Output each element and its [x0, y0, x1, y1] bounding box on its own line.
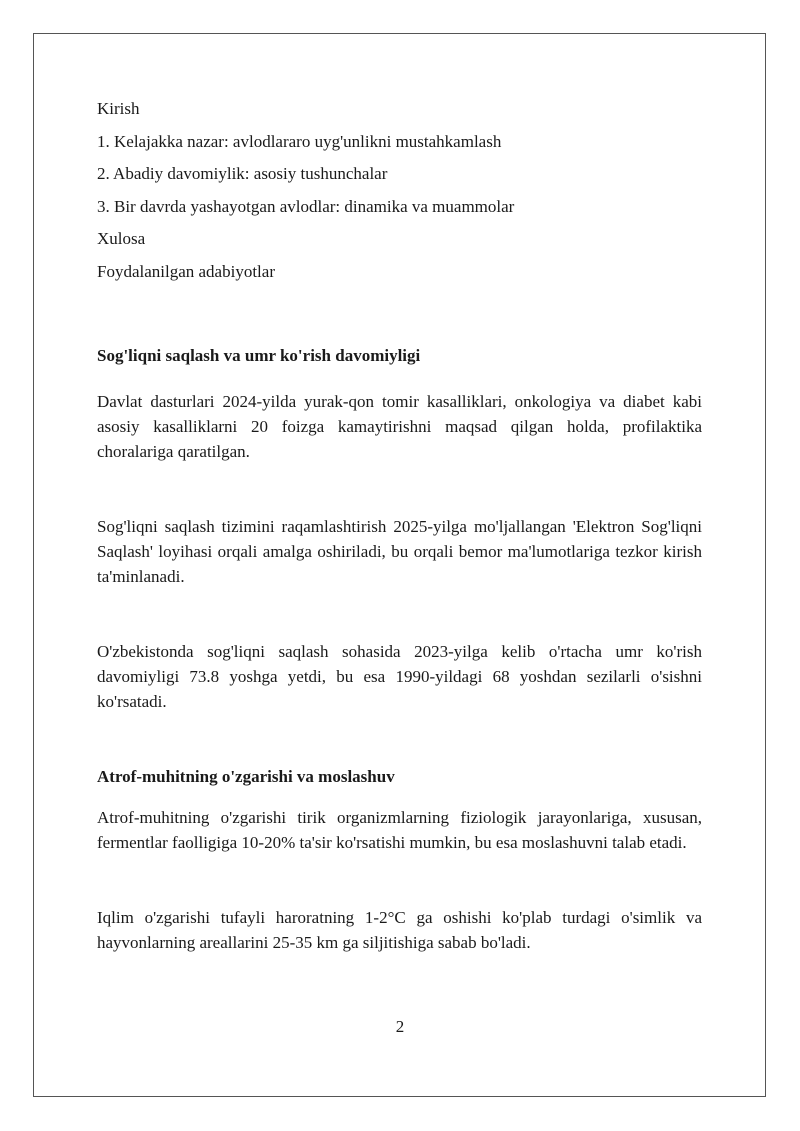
paragraph-environment-1: Atrof-muhitning o'zgarishi tirik organizmlarning fiziologik jarayonlariga, xususan, fermentlar faolligiga 10-20% ta'sir ko'rsatishi mumkin, bu esa moslashuvni talab etadi.	[97, 807, 702, 852]
paragraph-health-2: Sog'liqni saqlash tizimini raqamlashtirish 2025-yilga mo'ljallangan 'Elektron Sog'liqni Saqlash' loyihasi orqali amalga oshiriladi, bu orqali bemor ma'lumotlariga tezkor kirish ta'minlanadi.	[97, 516, 702, 586]
table-of-contents	[97, 96, 702, 284]
paragraph-health-1: Davlat dasturlari 2024-yilda yurak-qon tomir kasalliklari, onkologiya va diabet kabi asosiy kasalliklarni 20 foizga kamaytirishni maqsad qilgan holda, profilaktika choralariga qaratilgan.	[97, 391, 702, 461]
toc-item-conclusion: Xulosa	[97, 229, 146, 248]
section-heading-health: Sog'liqni saqlash va umr ko'rish davomiyligi	[97, 345, 421, 365]
toc-item-2: 2. Abadiy davomiylik: asosiy tushunchalar	[97, 164, 388, 183]
page-content	[97, 96, 702, 955]
page-number: 2	[395, 1017, 405, 1036]
section-heading-environment: Atrof-muhitning o'zgarishi va moslashuv	[97, 766, 395, 786]
paragraph-health-3: O'zbekistonda sog'liqni saqlash sohasida 2023-yilga kelib o'rtacha umr ko'rish davomiyligi 73.8 yoshga yetdi, bu esa 1990-yildagi 68 yoshdan sezilarli o'sishni ko'rsatadi.	[97, 641, 702, 711]
toc-item-1: 1. Kelajakka nazar: avlodlararo uyg'unlikni mustahkamlash	[97, 131, 502, 151]
toc-item-3: 3. Bir davrda yashayotgan avlodlar: dinamika va muammolar	[97, 196, 515, 216]
toc-item-intro: Kirish	[97, 99, 140, 118]
toc-item-references: Foydalanilgan adabiyotlar	[97, 261, 275, 281]
paragraph-environment-2: Iqlim o'zgarishi tufayli haroratning 1-2°C ga oshishi ko'plab turdagi o'simlik va hayvonlarning areallarini 25-35 km ga siljitishiga sabab bo'ladi.	[97, 907, 702, 952]
